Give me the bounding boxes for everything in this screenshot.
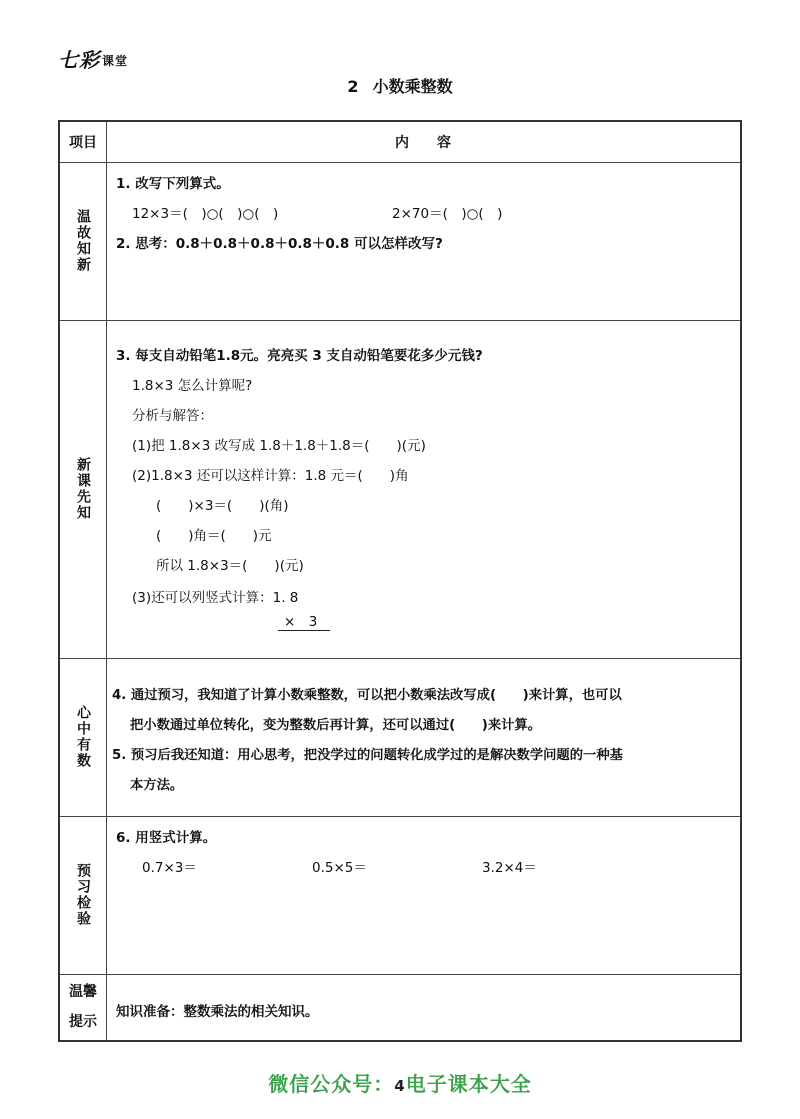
label-tips-bottom: 提示: [69, 1014, 97, 1030]
newlesson-vertical-mult: × 3: [284, 614, 318, 630]
footer-wechat-right: 电子课本大全: [405, 1072, 532, 1096]
logo-sub: 课堂: [102, 54, 129, 68]
newlesson-line-8: (3)还可以列竖式计算：1. 8: [132, 590, 299, 606]
check-expr-3: 3.2×4＝: [482, 860, 537, 876]
check-expr-2: 0.5×5＝: [312, 860, 367, 876]
title-number: 2: [347, 77, 359, 96]
newlesson-q3: 3. 每支自动铅笔1.8元。亮亮买 3 支自动铅笔要花多少元钱?: [116, 348, 483, 364]
mind-q4-line-2: 把小数通过单位转化，变为整数后再计算，还可以通过( )来计算。: [130, 718, 542, 733]
brand-logo: [58, 44, 128, 73]
page-title: [0, 74, 800, 97]
row-warmup: [60, 162, 740, 321]
vertical-calc-line: [278, 630, 330, 631]
label-tips-top: 温馨: [69, 984, 97, 1000]
table-header-row: [60, 122, 740, 163]
newlesson-line-2: 分析与解答：: [132, 408, 213, 424]
label-check: 预习检验: [75, 863, 91, 927]
warmup-expr-1: 12×3＝( )○( )○( ): [132, 206, 279, 222]
check-expr-1: 0.7×3＝: [142, 860, 197, 876]
mind-q4-line-1: 4. 通过预习，我知道了计算小数乘整数，可以把小数乘法改写成( )来计算，也可以: [112, 688, 622, 703]
row-tips: [60, 974, 740, 1040]
label-mind: 心中有数: [75, 705, 91, 769]
tips-text: 知识准备：整数乘法的相关知识。: [116, 1004, 319, 1020]
mind-q5-line-1: 5. 预习后我还知道：用心思考，把没学过的问题转化成学过的是解决数学问题的一种基: [112, 748, 623, 763]
label-newlesson: 新课先知: [75, 457, 91, 521]
header-content: 内 容: [395, 135, 451, 151]
newlesson-line-1: 1.8×3 怎么计算呢?: [132, 378, 253, 394]
newlesson-line-5: ( )×3＝( )(角): [156, 498, 289, 514]
check-q6: 6. 用竖式计算。: [116, 830, 217, 846]
header-item: 项目: [69, 135, 97, 151]
warmup-expr-2: 2×70＝( )○( ): [392, 206, 503, 222]
footer-watermark: [0, 1068, 800, 1097]
label-warmup: 温故知新: [75, 209, 91, 273]
page-number: 4: [394, 1077, 406, 1095]
row-mind: [60, 658, 740, 817]
newlesson-line-4: (2)1.8×3 还可以这样计算：1.8 元＝( )角: [132, 468, 409, 484]
footer-wechat-left: 微信公众号：: [268, 1072, 395, 1096]
newlesson-line-3: (1)把 1.8×3 改写成 1.8＋1.8＋1.8＝( )(元): [132, 438, 426, 454]
mind-q5-line-2: 本方法。: [130, 778, 184, 793]
newlesson-line-6: ( )角＝( )元: [156, 528, 272, 544]
warmup-q1: 1. 改写下列算式。: [116, 176, 230, 192]
row-newlesson: [60, 320, 740, 659]
row-check: [60, 816, 740, 975]
logo-main: 七彩: [58, 48, 100, 72]
newlesson-line-7: 所以 1.8×3＝( )(元): [156, 558, 304, 574]
warmup-q2: 2. 思考：0.8＋0.8＋0.8＋0.8＋0.8 可以怎样改写?: [116, 236, 443, 252]
lesson-table: [58, 120, 742, 1042]
title-text: 小数乘整数: [372, 77, 453, 96]
